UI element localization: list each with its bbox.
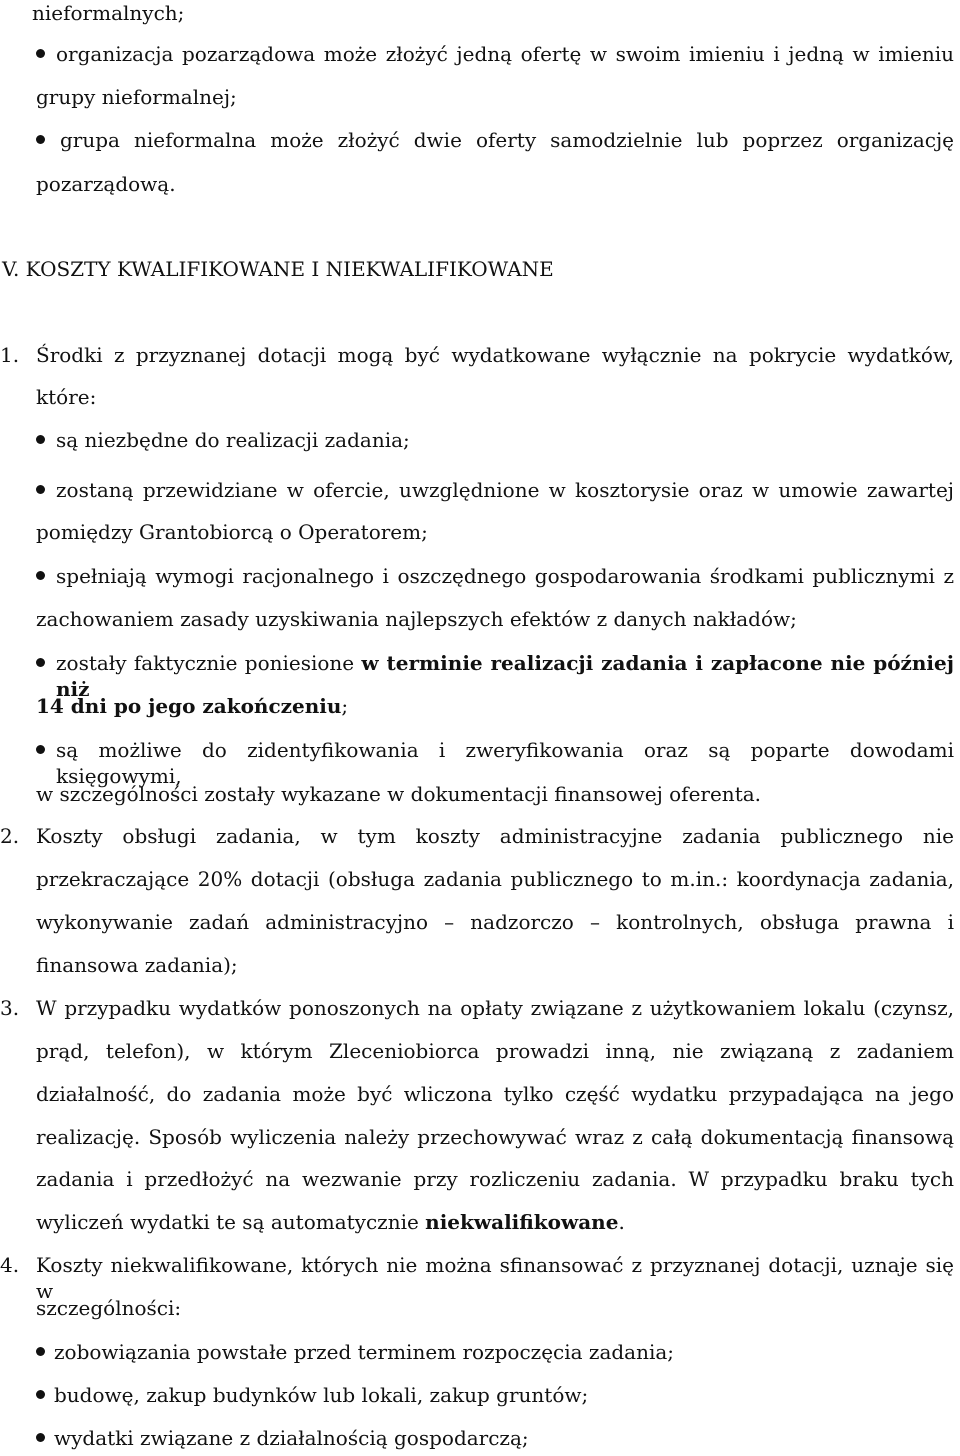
- text-line: zostaną przewidziane w ofercie, uwzględnione w kosztorysie oraz w umowie zawartej: [56, 478, 954, 502]
- text-line: wydatki związane z działalnością gospodarczą;: [54, 1426, 529, 1450]
- text-line: organizacja pozarządowa może złożyć jedną ofertę w swoim imieniu i jedną w imieniu: [56, 42, 954, 66]
- bullet-icon: [36, 135, 45, 144]
- bullet-icon: [36, 571, 45, 580]
- bullet-icon: [36, 1390, 45, 1399]
- text-line: są możliwe do zidentyfikowania i zweryfikowania oraz są poparte dowodami księgowymi,: [56, 738, 954, 788]
- text-line: pozarządową.: [36, 172, 176, 196]
- text-line: W przypadku wydatków ponoszonych na opłaty związane z użytkowaniem lokalu (czynsz,: [36, 996, 954, 1020]
- item-number: 1.: [0, 343, 20, 367]
- bold-run: niekwalifikowane: [425, 1210, 619, 1234]
- text-line: grupy nieformalnej;: [36, 85, 237, 109]
- text-line: działalność, do zadania może być wliczona tylko część wydatku przypadająca na jego: [36, 1082, 954, 1106]
- bullet-icon: [36, 1347, 45, 1356]
- bullet-icon: [36, 658, 45, 667]
- text-run: ;: [341, 694, 349, 718]
- text-line: nieformalnych;: [32, 1, 185, 25]
- text-line: Środki z przyznanej dotacji mogą być wydatkowane wyłącznie na pokrycie wydatków,: [36, 343, 954, 367]
- text-line: Koszty obsługi zadania, w tym koszty administracyjne zadania publicznego nie: [36, 824, 954, 848]
- text-line: prąd, telefon), w którym Zleceniobiorca prowadzi inną, nie związaną z zadaniem: [36, 1039, 954, 1063]
- bullet-icon: [36, 49, 45, 58]
- text-line: Koszty niekwalifikowane, których nie można sfinansować z przyznanej dotacji, uznaje się w: [36, 1253, 954, 1303]
- text-line: spełniają wymogi racjonalnego i oszczędnego gospodarowania środkami publicznymi z: [56, 564, 954, 588]
- bullet-icon: [36, 485, 45, 494]
- text-line: [36, 1209, 954, 1235]
- text-line: szczególności:: [36, 1296, 182, 1320]
- text-run: .: [618, 1210, 625, 1234]
- text-line: grupa nieformalna może złożyć dwie oferty samodzielnie lub poprzez organizację: [60, 128, 954, 152]
- text-run: zostały faktycznie poniesione: [56, 651, 362, 675]
- item-number: 2.: [0, 824, 20, 848]
- item-number: 3.: [0, 996, 20, 1020]
- text-line: pomiędzy Grantobiorcą o Operatorem;: [36, 520, 428, 544]
- bullet-icon: [36, 745, 45, 754]
- text-line: [56, 650, 954, 701]
- text-run: wyliczeń wydatki te są automatycznie: [36, 1210, 426, 1234]
- bold-run: w terminie realizacji zadania i zapłacone nie później niż: [56, 651, 954, 701]
- text-line: zobowiązania powstałe przed terminem rozpoczęcia zadania;: [54, 1340, 675, 1364]
- text-line: realizację. Sposób wyliczenia należy przechowywać wraz z całą dokumentacją finansową: [36, 1125, 954, 1149]
- bold-run: 14 dni po jego zakończeniu: [36, 694, 342, 718]
- text-line: zadania i przedłożyć na wezwanie przy rozliczeniu zadania. W przypadku braku tych: [36, 1167, 954, 1191]
- text-line: są niezbędne do realizacji zadania;: [56, 428, 410, 452]
- text-line: zachowaniem zasady uzyskiwania najlepszych efektów z danych nakładów;: [36, 607, 797, 631]
- text-line: budowę, zakup budynków lub lokali, zakup gruntów;: [54, 1383, 589, 1407]
- text-line: przekraczające 20% dotacji (obsługa zadania publicznego to m.in.: koordynacja zadania,: [36, 867, 954, 891]
- section-heading: V. KOSZTY KWALIFIKOWANE I NIEKWALIFIKOWANE: [2, 257, 554, 281]
- item-number: 4.: [0, 1253, 20, 1277]
- text-line: finansowa zadania);: [36, 953, 238, 977]
- bullet-icon: [36, 435, 45, 444]
- text-line: które:: [36, 385, 97, 409]
- text-line: w szczególności zostały wykazane w dokumentacji finansowej oferenta.: [36, 782, 762, 806]
- text-line: wykonywanie zadań administracyjno – nadzorczo – kontrolnych, obsługa prawna i: [36, 910, 954, 934]
- text-line: [36, 693, 954, 719]
- bullet-icon: [36, 1433, 45, 1442]
